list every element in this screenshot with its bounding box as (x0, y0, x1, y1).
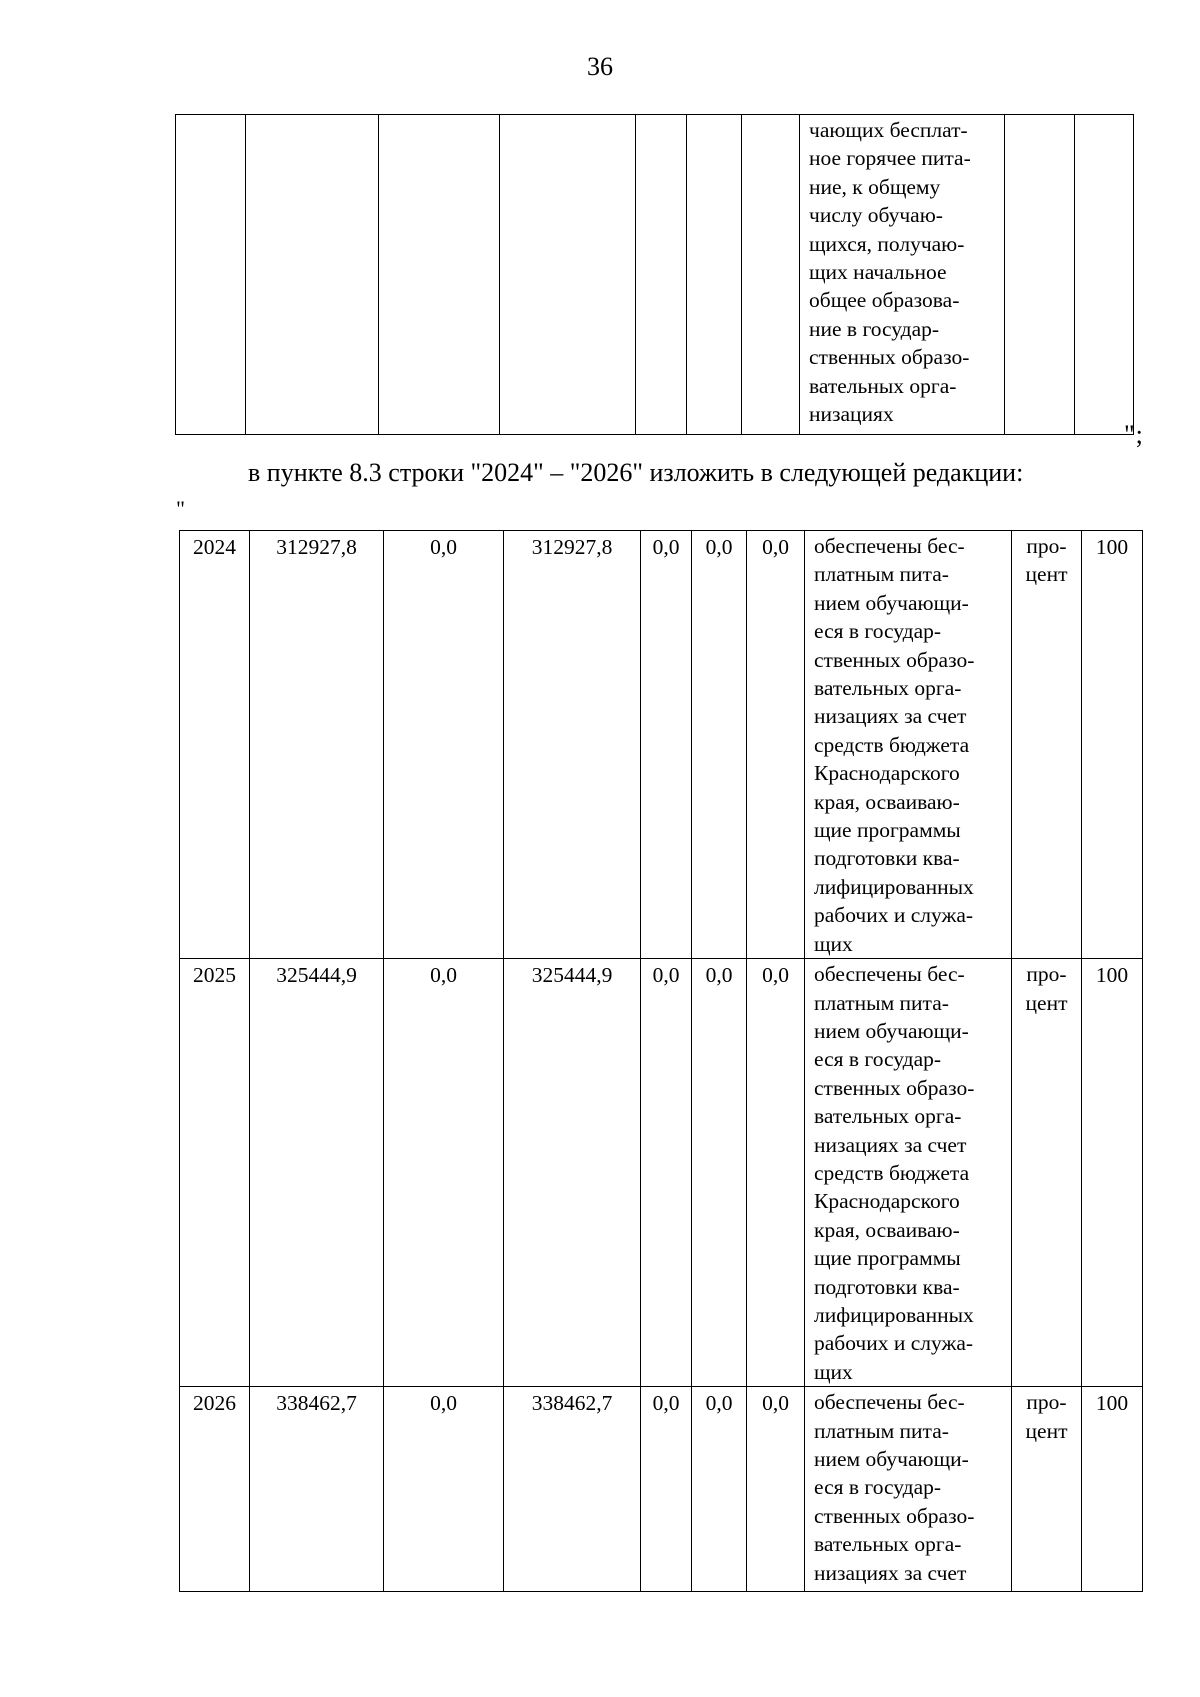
total-funding-cell: 312927,8 (250, 531, 384, 959)
value-cell: 100 (1082, 959, 1143, 1387)
table-row (176, 115, 1134, 435)
table-row (180, 531, 1143, 959)
indicator-description: чающих бесплат- ное горячее пита- ние, к общему числу обучаю- щихся, получаю- щих начальное общее образова- ние в государ- ственных образо- вательных орга- низациях (800, 115, 1005, 435)
funding-cell: 0,0 (641, 1387, 692, 1592)
funding-cell: 0,0 (747, 959, 805, 1387)
year-cell: 2025 (180, 959, 250, 1387)
indicator-description: обеспечены бес- платным пита- нием обучающи- еся в государ- ственных образо- вательных орга- низациях за счет (805, 1387, 1012, 1592)
indicator-description: обеспечены бес- платным пита- нием обучающи- еся в государ- ственных образо- вательных орга- низациях за счет средств бюджета Краснодарского края, осваиваю- щие программы подготовки ква- лифицированных рабочих и служа- щих (805, 959, 1012, 1387)
empty-cell (742, 115, 800, 435)
empty-cell (246, 115, 379, 435)
total-funding-cell: 338462,7 (250, 1387, 384, 1592)
funding-cell: 0,0 (692, 1387, 747, 1592)
empty-cell (687, 115, 742, 435)
opening-quote: " (176, 496, 185, 521)
unit-cell: про- цент (1012, 1387, 1082, 1592)
empty-cell (1005, 115, 1075, 435)
unit-cell: про- цент (1012, 531, 1082, 959)
funding-cell: 0,0 (641, 531, 692, 959)
page-number: 36 (587, 52, 613, 81)
funding-cell: 325444,9 (504, 959, 641, 1387)
value-cell: 100 (1082, 531, 1143, 959)
funding-cell: 0,0 (384, 531, 504, 959)
empty-cell (500, 115, 636, 435)
funding-cell: 0,0 (384, 959, 504, 1387)
year-cell: 2024 (180, 531, 250, 959)
closing-quote: "; (1124, 420, 1144, 449)
funding-cell: 0,0 (692, 531, 747, 959)
empty-cell (1075, 115, 1134, 435)
total-funding-cell: 325444,9 (250, 959, 384, 1387)
instruction-text: в пункте 8.3 строки "2024" – "2026" изложить в следующей редакции: (248, 458, 1024, 487)
table-row (180, 1387, 1143, 1592)
empty-cell (379, 115, 500, 435)
unit-cell: про- цент (1012, 959, 1082, 1387)
funding-cell: 0,0 (692, 959, 747, 1387)
funding-cell: 0,0 (641, 959, 692, 1387)
year-cell: 2026 (180, 1387, 250, 1592)
empty-cell (636, 115, 687, 435)
funding-cell: 0,0 (747, 1387, 805, 1592)
empty-cell (176, 115, 246, 435)
table-row (180, 959, 1143, 1387)
funding-cell: 338462,7 (504, 1387, 641, 1592)
revision-table (179, 530, 1143, 1592)
indicator-description: обеспечены бес- платным пита- нием обучающи- еся в государ- ственных образо- вательных орга- низациях за счет средств бюджета Краснодарского края, осваиваю- щие программы подготовки ква- лифицированных рабочих и служа- щих (805, 531, 1012, 959)
funding-cell: 0,0 (747, 531, 805, 959)
continuation-table (175, 114, 1134, 435)
value-cell: 100 (1082, 1387, 1143, 1592)
funding-cell: 312927,8 (504, 531, 641, 959)
funding-cell: 0,0 (384, 1387, 504, 1592)
